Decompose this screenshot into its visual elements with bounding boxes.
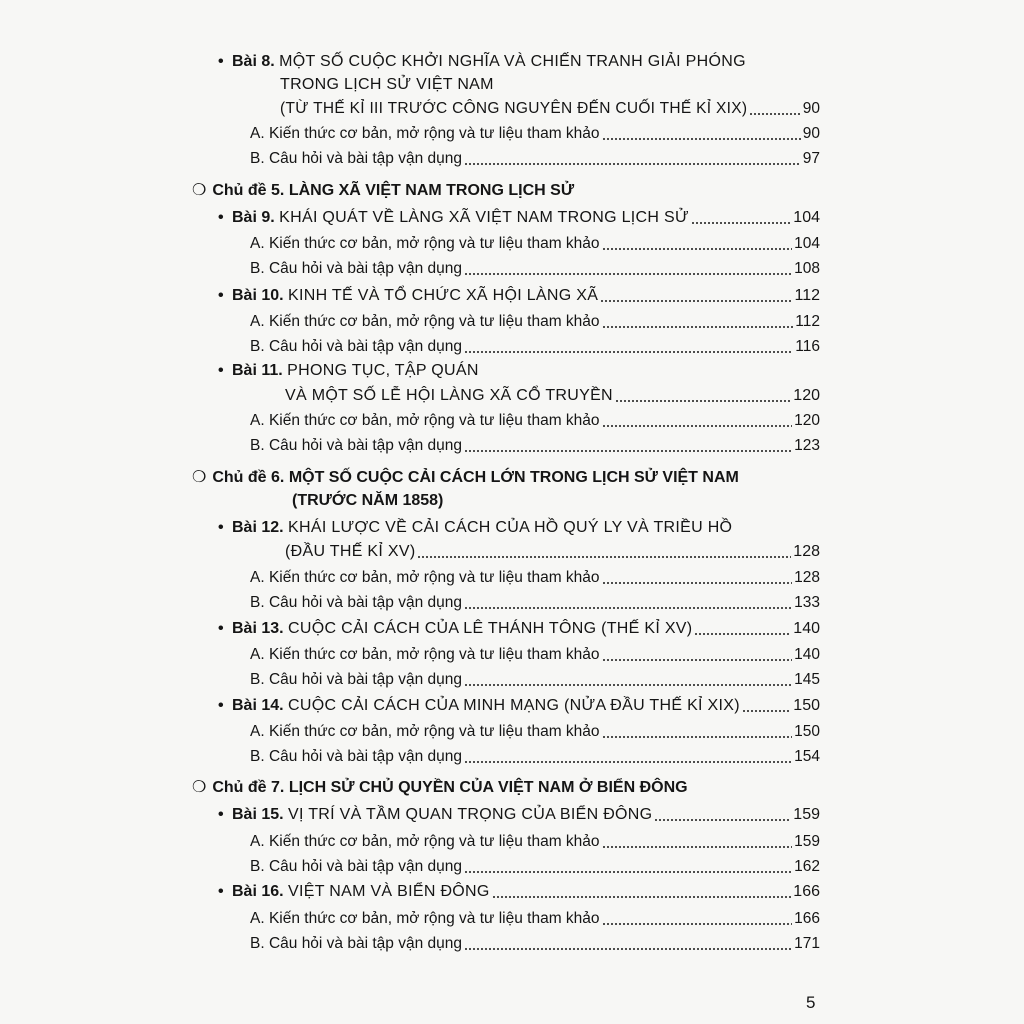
bullet-icon: • <box>218 287 224 304</box>
page-ref: 120 <box>793 387 820 404</box>
bullet-icon: • <box>218 209 224 226</box>
lesson-14-part-a[interactable]: A. Kiến thức cơ bản, mở rộng và tư liệu tham khảo 150 <box>250 720 820 744</box>
lesson-9-entry[interactable]: • Bài 9. KHÁI QUÁT VỀ LÀNG XÃ VIỆT NAM TRONG LỊCH SỬ 104 <box>218 206 820 230</box>
page-ref: 112 <box>794 287 820 304</box>
lesson-12-part-b[interactable]: B. Câu hỏi và bài tập vận dụng 133 <box>250 591 820 615</box>
lesson-11-heading[interactable]: • Bài 11. PHONG TỤC, TẬP QUÁN <box>218 359 479 383</box>
lesson-12-part-a[interactable]: A. Kiến thức cơ bản, mở rộng và tư liệu tham khảo 128 <box>250 566 820 590</box>
page-ref: 145 <box>794 671 820 688</box>
lesson-16-part-a[interactable]: A. Kiến thức cơ bản, mở rộng và tư liệu tham khảo 166 <box>250 907 820 931</box>
page-ref: 150 <box>794 723 820 740</box>
lesson-8-entry[interactable]: (TỪ THẾ KỈ III TRƯỚC CÔNG NGUYÊN ĐẾN CUỐI THẾ KỈ XIX) 90 <box>280 97 820 121</box>
topic-title: LÀNG XÃ VIỆT NAM TRONG LỊCH SỬ <box>288 182 575 199</box>
lesson-16-entry[interactable]: • Bài 16. VIỆT NAM VÀ BIỂN ĐÔNG 166 <box>218 880 820 904</box>
page-ref: 120 <box>794 412 820 429</box>
page-ref: 90 <box>802 100 820 117</box>
bullet-icon: • <box>218 697 224 714</box>
lesson-13-entry[interactable]: • Bài 13. CUỘC CẢI CÁCH CỦA LÊ THÁNH TÔNG (THẾ KỈ XV) 140 <box>218 617 820 641</box>
lesson-11-part-b[interactable]: B. Câu hỏi và bài tập vận dụng 123 <box>250 434 820 458</box>
lesson-8-part-a[interactable]: A. Kiến thức cơ bản, mở rộng và tư liệu tham khảo 90 <box>250 122 820 146</box>
topic-title: MỘT SỐ CUỘC CẢI CÁCH LỚN TRONG LỊCH SỬ VIỆT NAM <box>288 469 739 486</box>
bullet-icon: • <box>218 519 224 536</box>
lesson-10-part-b[interactable]: B. Câu hỏi và bài tập vận dụng 116 <box>250 335 820 359</box>
page-ref: 150 <box>793 697 820 714</box>
lesson-11-part-a[interactable]: A. Kiến thức cơ bản, mở rộng và tư liệu tham khảo 120 <box>250 409 820 433</box>
page-ref: 159 <box>793 806 820 823</box>
page-ref: 123 <box>794 437 820 454</box>
lesson-15-part-b[interactable]: B. Câu hỏi và bài tập vận dụng 162 <box>250 855 820 879</box>
topic-title: LỊCH SỬ CHỦ QUYỀN CỦA VIỆT NAM Ở BIỂN ĐÔNG <box>288 779 688 796</box>
lesson-title: KHÁI LƯỢC VỀ CẢI CÁCH CỦA HỒ QUÝ LY VÀ TRIỀU HỒ <box>288 519 733 536</box>
bullet-icon: • <box>218 53 224 70</box>
page-ref: 159 <box>794 833 820 850</box>
page-ref: 154 <box>794 748 820 765</box>
page-ref: 166 <box>793 883 820 900</box>
lesson-14-part-b[interactable]: B. Câu hỏi và bài tập vận dụng 154 <box>250 745 820 769</box>
lesson-9-part-a[interactable]: A. Kiến thức cơ bản, mở rộng và tư liệu tham khảo 104 <box>250 232 820 256</box>
lesson-15-entry[interactable]: • Bài 15. VỊ TRÍ VÀ TẦM QUAN TRỌNG CỦA BIỂN ĐÔNG 159 <box>218 803 820 827</box>
page-number: 5 <box>806 993 816 1012</box>
bullet-icon: • <box>218 620 224 637</box>
page-ref: 116 <box>795 338 820 355</box>
page-ref: 90 <box>802 125 820 142</box>
lesson-14-entry[interactable]: • Bài 14. CUỘC CẢI CÁCH CỦA MINH MẠNG (NỬA ĐẦU THẾ KỈ XIX) 150 <box>218 694 820 718</box>
page-ref: 112 <box>795 313 820 330</box>
lesson-12-heading[interactable]: • Bài 12. KHÁI LƯỢC VỀ CẢI CÁCH CỦA HỒ QUÝ LY VÀ TRIỀU HỒ <box>218 516 732 540</box>
lesson-8-part-b[interactable]: B. Câu hỏi và bài tập vận dụng 97 <box>250 147 820 171</box>
lesson-11-entry[interactable]: VÀ MỘT SỐ LỄ HỘI LÀNG XÃ CỔ TRUYỀN 120 <box>285 384 820 408</box>
page-ref: 140 <box>793 620 820 637</box>
page-ref: 108 <box>794 260 820 277</box>
lesson-title: MỘT SỐ CUỘC KHỞI NGHĨA VÀ CHIẾN TRANH GIẢI PHÓNG <box>279 53 746 70</box>
page-ref: 171 <box>794 935 820 952</box>
circle-bullet-icon: ❍ <box>192 469 207 486</box>
page-ref: 133 <box>794 594 820 611</box>
topic-7-heading[interactable]: ❍ Chủ đề 7. LỊCH SỬ CHỦ QUYỀN CỦA VIỆT NAM Ở BIỂN ĐÔNG <box>192 776 688 800</box>
page-ref: 162 <box>794 858 820 875</box>
lesson-16-part-b[interactable]: B. Câu hỏi và bài tập vận dụng 171 <box>250 932 820 956</box>
topic-6-heading[interactable]: ❍ Chủ đề 6. MỘT SỐ CUỘC CẢI CÁCH LỚN TRONG LỊCH SỬ VIỆT NAM <box>192 466 739 490</box>
lesson-13-part-a[interactable]: A. Kiến thức cơ bản, mở rộng và tư liệu tham khảo 140 <box>250 643 820 667</box>
bullet-icon: • <box>218 883 224 900</box>
lesson-title-continued: TRONG LỊCH SỬ VIỆT NAM <box>280 76 494 93</box>
lesson-15-part-a[interactable]: A. Kiến thức cơ bản, mở rộng và tư liệu tham khảo 159 <box>250 830 820 854</box>
circle-bullet-icon: ❍ <box>192 779 207 796</box>
page-ref: 128 <box>794 569 820 586</box>
bullet-icon: • <box>218 806 224 823</box>
page-ref: 140 <box>794 646 820 663</box>
lesson-12-entry[interactable]: (ĐẦU THẾ KỈ XV) 128 <box>285 540 820 564</box>
lesson-8-heading[interactable]: • Bài 8. MỘT SỐ CUỘC KHỞI NGHĨA VÀ CHIẾN TRANH GIẢI PHÓNG <box>218 50 746 74</box>
lesson-9-part-b[interactable]: B. Câu hỏi và bài tập vận dụng 108 <box>250 257 820 281</box>
lesson-10-entry[interactable]: • Bài 10. KINH TẾ VÀ TỔ CHỨC XÃ HỘI LÀNG XÃ 112 <box>218 284 820 308</box>
page-ref: 104 <box>794 235 820 252</box>
bullet-icon: • <box>218 362 224 379</box>
page-ref: 166 <box>794 910 820 927</box>
circle-bullet-icon: ❍ <box>192 182 207 199</box>
topic-5-heading[interactable]: ❍ Chủ đề 5. LÀNG XÃ VIỆT NAM TRONG LỊCH SỬ <box>192 179 574 203</box>
lesson-10-part-a[interactable]: A. Kiến thức cơ bản, mở rộng và tư liệu tham khảo 112 <box>250 310 820 334</box>
topic-title-continued: (TRƯỚC NĂM 1858) <box>292 492 444 509</box>
lesson-13-part-b[interactable]: B. Câu hỏi và bài tập vận dụng 145 <box>250 668 820 692</box>
lesson-title: PHONG TỤC, TẬP QUÁN <box>287 362 479 379</box>
page-ref: 128 <box>793 543 820 560</box>
page-ref: 97 <box>802 150 820 167</box>
page-ref: 104 <box>793 209 820 226</box>
